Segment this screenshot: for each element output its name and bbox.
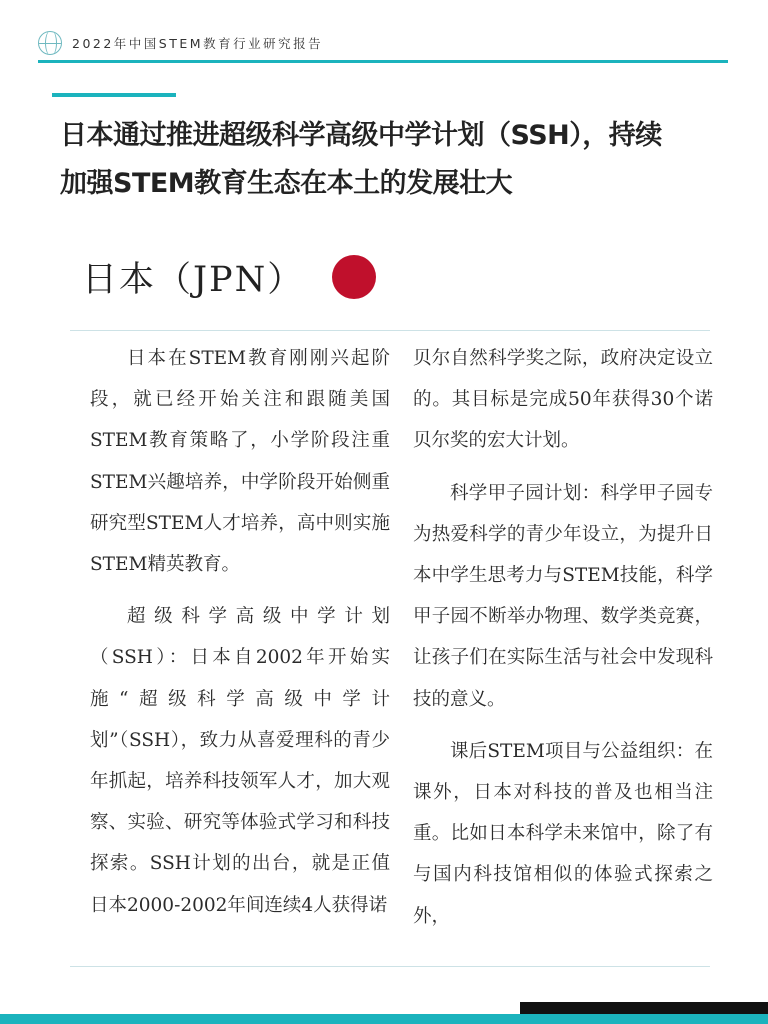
- right-column: [413, 338, 713, 937]
- paragraph-after-school: 课后STEM项目与公益组织：在课外，日本对科技的普及也相当注重。比如日本科学未来馆中，除了有与国内科技馆相似的体验式探索之外，: [413, 740, 713, 927]
- content-bottom-divider: [70, 966, 710, 967]
- paragraph-koshien: 科学甲子园计划：科学甲子园专为热爱科学的青少年设立，为提升日本中学生思考力与STEM技能，科学甲子园不断举办物理、数学类竞赛，让孩子们在实际生活与社会中发现科技的意义。: [413, 482, 713, 710]
- report-title: 2022年中国STEM教育行业研究报告: [72, 36, 324, 51]
- paragraph-intro: 日本在STEM教育刚刚兴起阶段，就已经开始关注和跟随美国STEM教育策略了，小学阶段注重STEM兴趣培养，中学阶段开始侧重研究型STEM人才培养，高中则实施STEM精英教育。: [90, 348, 390, 576]
- footer-accent-bar: [0, 1014, 768, 1024]
- left-column: [90, 338, 390, 926]
- paragraph-ssh: 超级科学高级中学计划（SSH）：日本自2002年开始实施“超级科学高级中学计划”（SSH），致力从喜爱理科的青少年抓起，培养科技领军人才，加大观察、实验、研究等体验式学习和科技探索。SSH计划的出台，就是正值日本2000-2002年间连续4人获得诺: [90, 606, 390, 916]
- report-header: [38, 28, 323, 58]
- country-name: 日本（JPN）: [82, 260, 305, 300]
- country-heading: [82, 252, 376, 302]
- header-divider: [38, 60, 728, 63]
- page-headline: [60, 112, 740, 208]
- globe-icon: [38, 31, 62, 55]
- paragraph-ssh-continued: 贝尔自然科学奖之际，政府决定设立的。其目标是完成50年获得30个诺贝尔奖的宏大计划。: [413, 348, 713, 452]
- headline-line-1: 日本通过推进超级科学高级中学计划（SSH），持续: [60, 120, 662, 151]
- headline-line-2: 加强STEM教育生态在本土的发展壮大: [60, 168, 513, 199]
- japan-flag-icon: [332, 255, 376, 299]
- footer-dark-bar: [520, 1002, 768, 1014]
- headline-accent-bar: [52, 93, 176, 97]
- content-top-divider: [70, 330, 710, 331]
